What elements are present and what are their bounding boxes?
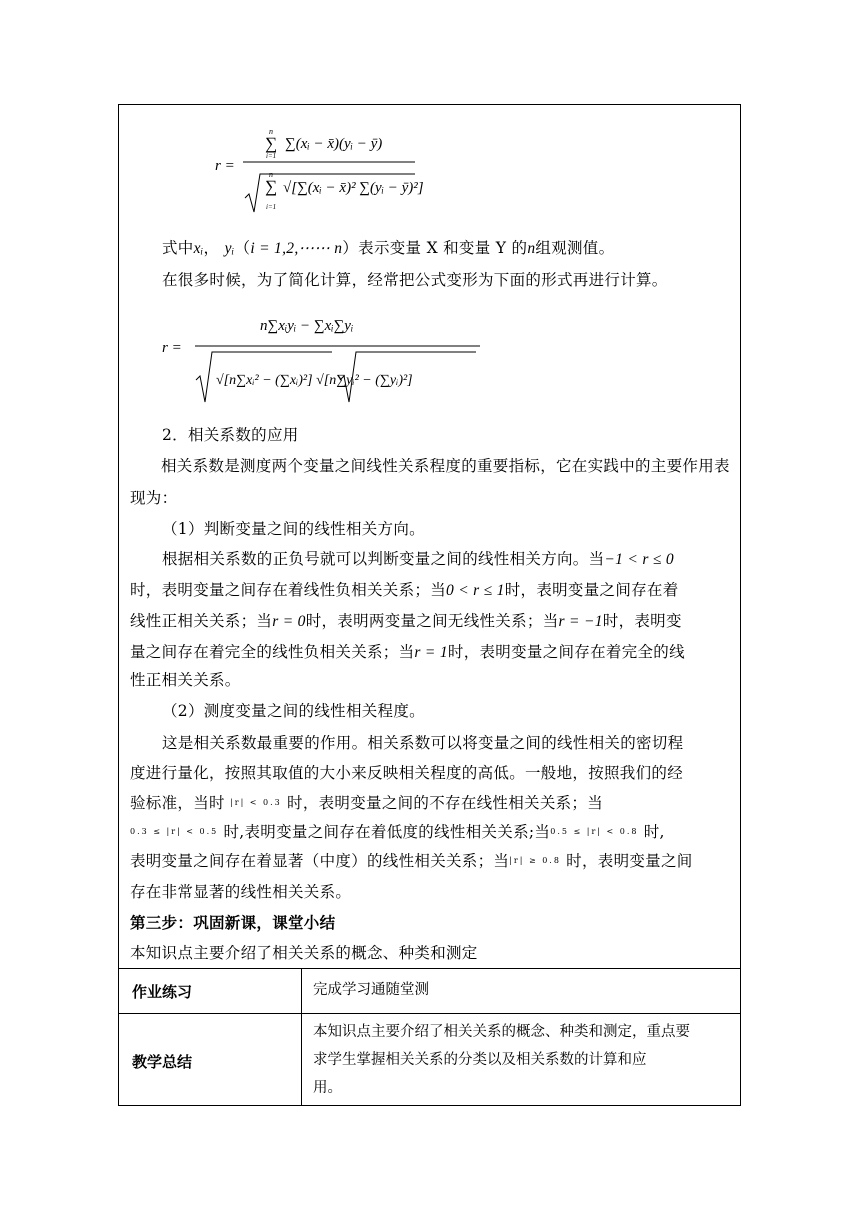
item-1-line-5: 性正相关关系。 <box>130 671 241 689</box>
item-1-line-1: 根据相关系数的正负号就可以判断变量之间的线性相关方向。当−1 < r ≤ 0 <box>162 550 674 568</box>
formula1-lhs: r = <box>215 158 235 174</box>
formula1-sum-upper: n <box>269 127 273 136</box>
row-divider-summary <box>118 1013 741 1014</box>
summary-value-line-3: 用。 <box>313 1080 342 1096</box>
svg-text:∑: ∑ <box>265 177 278 196</box>
svg-text:n: n <box>269 170 273 179</box>
item-1-line-4: 量之间存在着完全的线性负相关关系；当r = 1时，表明变量之间存在着完全的线 <box>130 643 685 661</box>
item-2-line-3: 验标准，当时 |r| < 0.3 时，表明变量之间的不存在线性相关关系；当 <box>130 794 604 812</box>
summary-label: 教学总结 <box>132 1053 193 1071</box>
formula1-sum-lower: i=1 <box>266 152 277 160</box>
formula1-numerator: ∑(xᵢ − x̄)(yᵢ − ȳ) <box>285 136 383 152</box>
summary-value-line-1: 本知识点主要介绍了相关关系的概念、种类和测定，重点要 <box>313 1024 690 1040</box>
section-2-heading: 2．相关系数的应用 <box>162 426 299 444</box>
item-2-line-1: 这是相关系数最重要的作用。相关系数可以将变量之间的线性相关的密切程 <box>162 734 684 752</box>
paragraph-intro: 相关系数是测度两个变量之间线性关系程度的重要指标，它在实践中的主要作用表现为： <box>130 457 730 507</box>
formula1-denominator: √[∑(xᵢ − x̄)² ∑(yᵢ − ȳ)²] <box>283 180 424 196</box>
step-3-body: 本知识点主要介绍了相关关系的概念、种类和测定 <box>130 944 478 962</box>
formula-description: 式中xᵢ， yᵢ（i = 1,2,⋯⋯ n）表示变量 X 和变量 Y 的n组观测值。 <box>162 239 615 257</box>
formula2-denominator: √[n∑xᵢ² − (∑xᵢ)²] √[n∑yᵢ² − (∑yᵢ)²] <box>216 373 413 388</box>
svg-text:i=1: i=1 <box>266 203 277 211</box>
formula2-lhs: r = <box>162 340 182 356</box>
column-divider <box>301 968 302 1106</box>
formula2-numerator: n∑xᵢyᵢ − ∑xᵢ∑yᵢ <box>260 318 354 334</box>
item-2-line-5: 表明变量之间存在着显著（中度）的线性相关关系；当|r| ≥ 0.8 时，表明变量之间 <box>130 852 693 870</box>
item-2-line-4: 0.3 ≤ |r| < 0.5 时,表明变量之间存在着低度的线性相关关系;当0.5 ≤ |r| < 0.8 时, <box>130 823 665 841</box>
step-3-heading: 第三步：巩固新课，课堂小结 <box>130 914 336 932</box>
simplify-sentence: 在很多时候，为了简化计算，经常把公式变形为下面的形式再进行计算。 <box>162 271 668 289</box>
homework-value: 完成学习通随堂测 <box>313 982 429 998</box>
correlation-formula-2 <box>150 300 490 410</box>
summary-value-line-2: 求学生掌握相关关系的分类以及相关系数的计算和应 <box>313 1052 647 1068</box>
item-2-line-6: 存在非常显著的线性相关关系。 <box>130 883 352 901</box>
homework-label: 作业练习 <box>132 983 193 1001</box>
item-1-line-2: 时，表明变量之间存在着线性负相关关系；当0 < r ≤ 1时，表明变量之间存在着 <box>130 581 679 599</box>
item-2-line-2: 度进行量化，按照其取值的大小来反映相关程度的高低。一般地，按照我们的经 <box>130 764 684 782</box>
correlation-formula-1 <box>205 112 445 222</box>
item-2-heading: （2）测度变量之间的线性相关程度。 <box>162 702 425 720</box>
svg-text:∑: ∑ <box>265 134 278 153</box>
item-1-line-3: 线性正相关关系；当r = 0时，表明两变量之间无线性关系；当r = −1时，表明变 <box>130 612 682 630</box>
item-1-heading: （1）判断变量之间的线性相关方向。 <box>162 520 425 538</box>
